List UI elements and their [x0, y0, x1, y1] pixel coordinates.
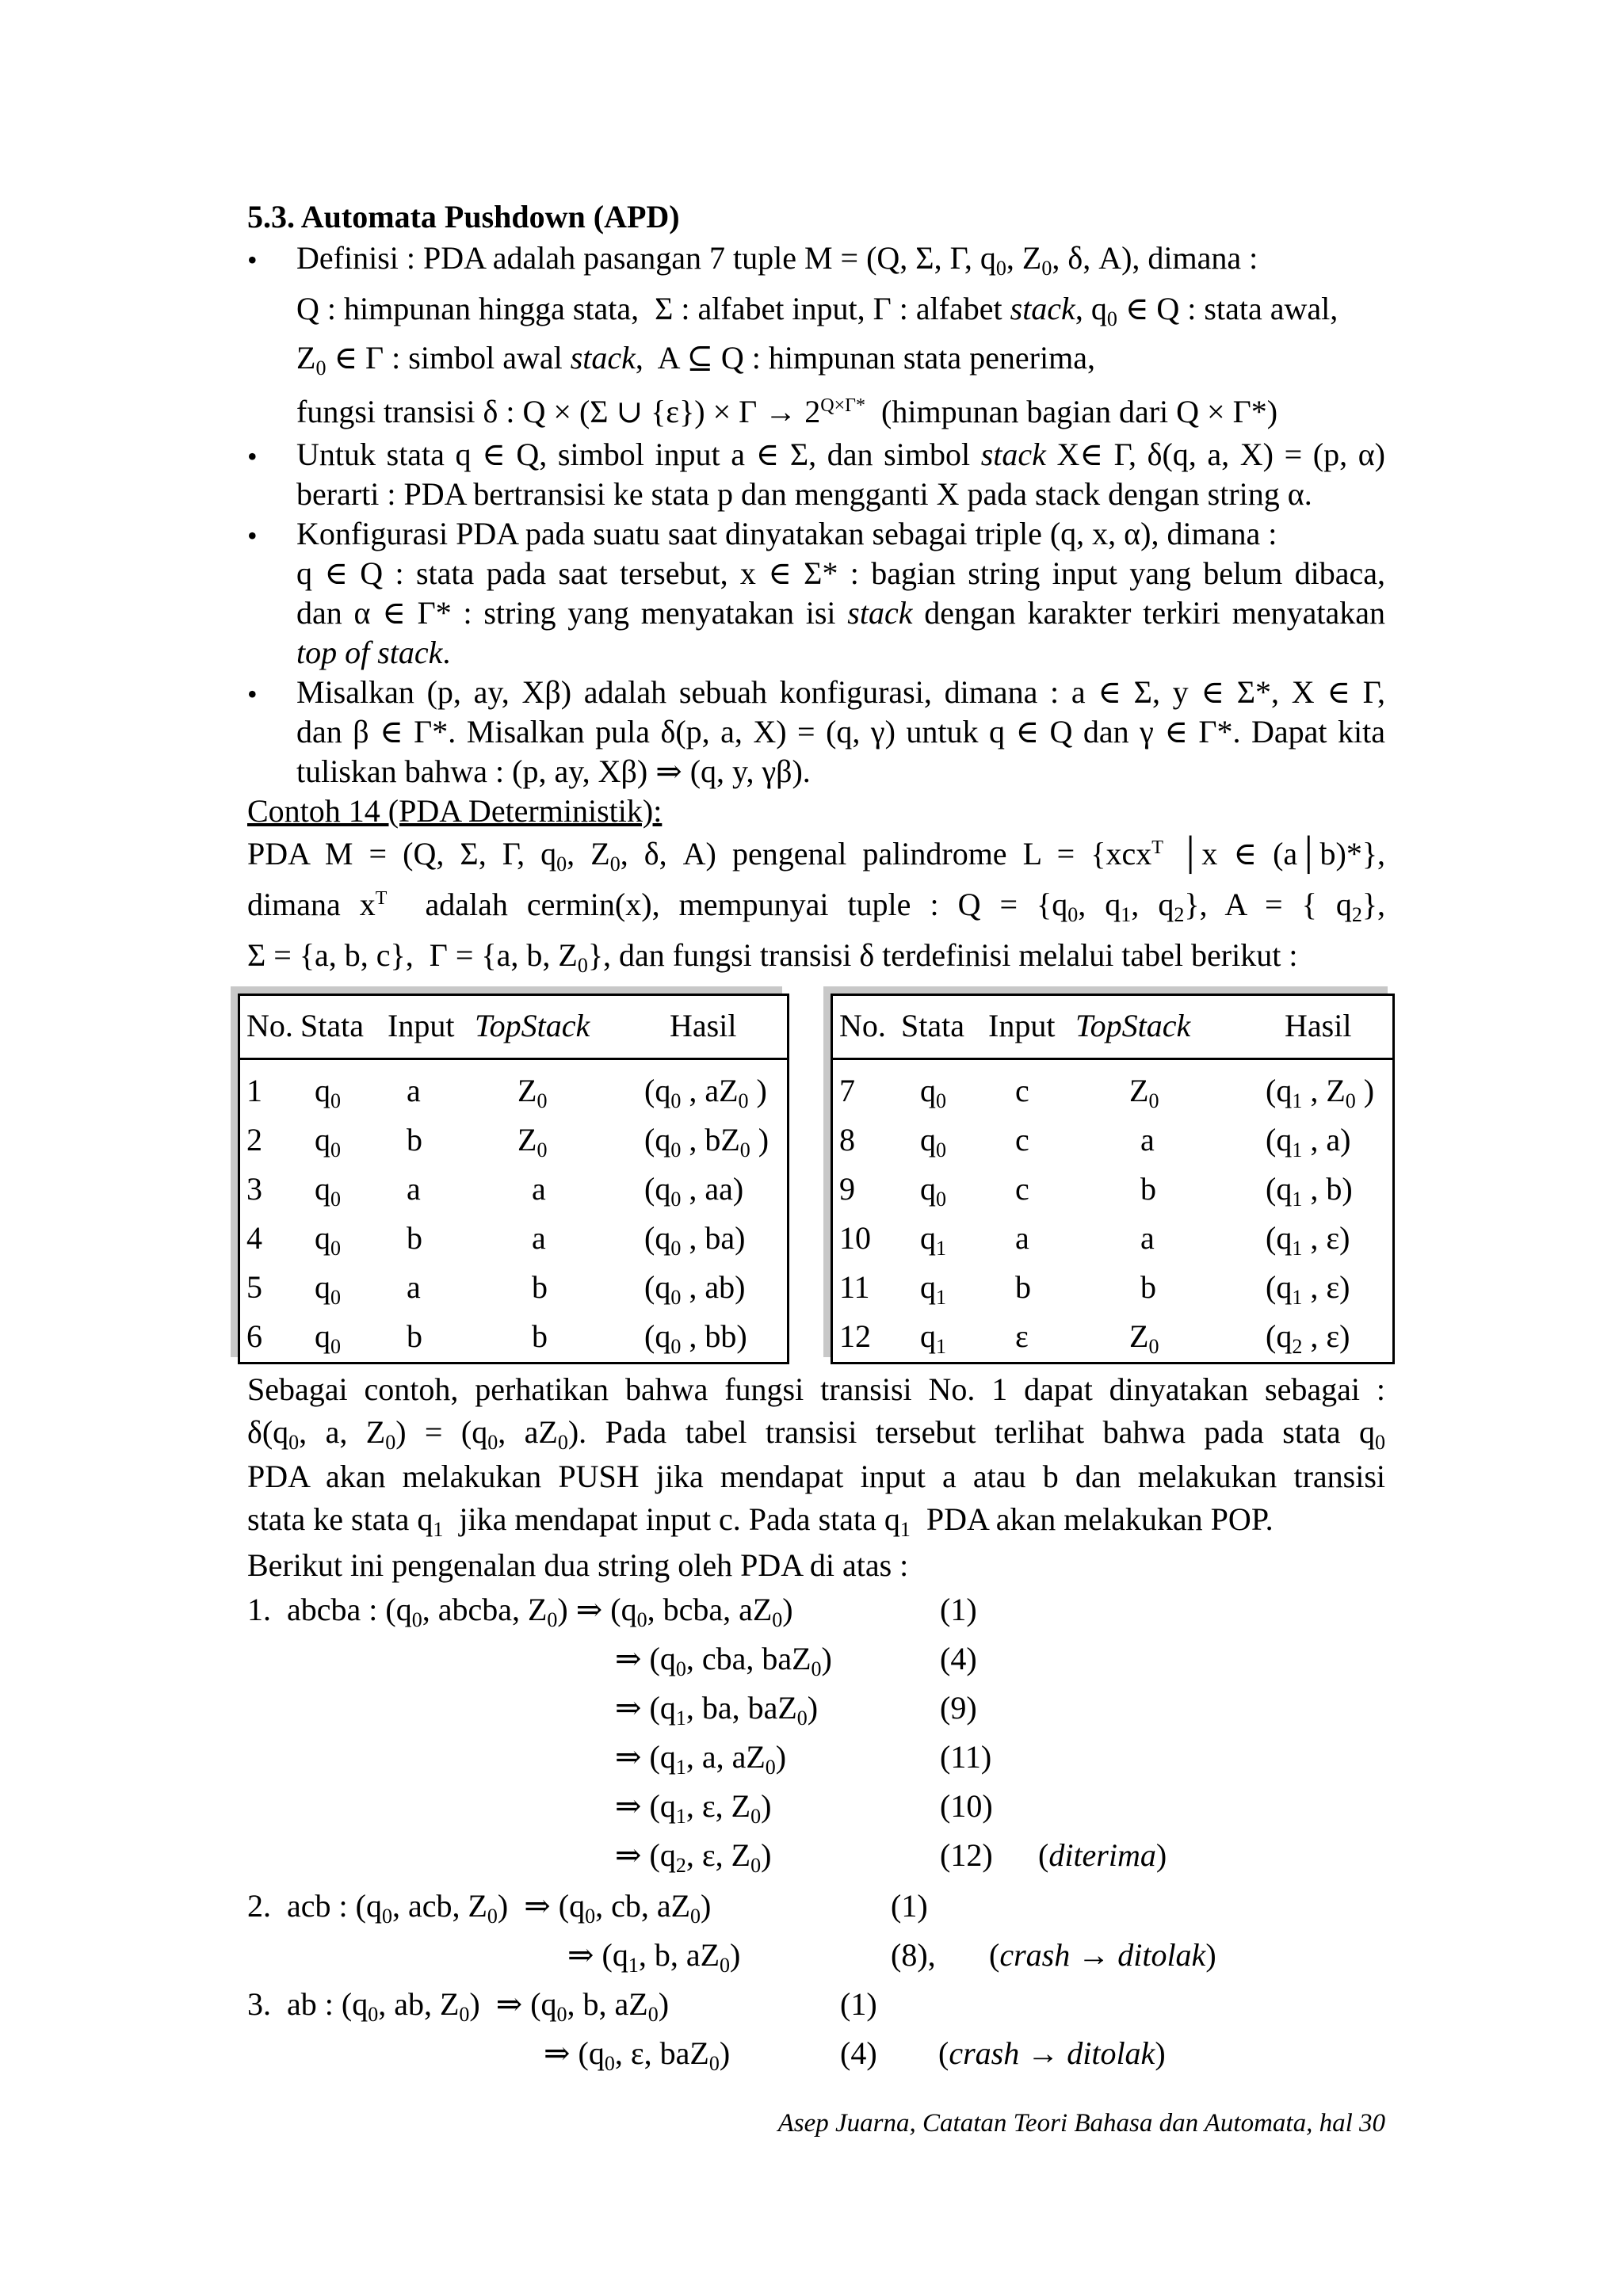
rule-label: (1) — [940, 1592, 977, 1627]
cell-result: ($q_0$ , $bZ_0$ ) — [644, 1122, 769, 1161]
cell-input: b — [407, 1122, 422, 1158]
table-row: 12 — [839, 1318, 871, 1354]
paragraph-line: Misalkan (p, ay, Xβ) adalah sebuah konfigurasi, dimana : a ∈ Σ, y ∈ Σ*, X ∈ Γ, — [296, 674, 1385, 710]
cell-stata: $q_0$ — [315, 1269, 341, 1309]
derivation-line: ⇒ ($q_0$, ε, baZ$_0$) — [544, 2035, 731, 2075]
intro-line: Berikut ini pengenalan dua string oleh PDA di atas : — [247, 1547, 909, 1583]
table-row: 8 — [839, 1122, 855, 1158]
cell-input: b — [407, 1220, 422, 1256]
paragraph-line: berarti : PDA bertransisi ke stata p dan mengganti X pada stack dengan string α. — [296, 476, 1312, 512]
cell-input: b — [407, 1318, 422, 1354]
rule-label: (1) — [840, 1986, 877, 2022]
cell-top: a — [532, 1220, 546, 1256]
cell-result: ($q_1$ , ε) — [1266, 1220, 1350, 1260]
cell-stata: $q_0$ — [315, 1073, 341, 1112]
col-header: No. — [246, 1008, 293, 1043]
cell-input: a — [407, 1171, 421, 1207]
rule-label: (12) — [940, 1837, 993, 1873]
cell-top: b — [1140, 1171, 1156, 1207]
paragraph-line: stata ke stata $q_1$ jika mendapat input c. Pada stata $q_1$ PDA akan melakukan POP. — [247, 1501, 1274, 1541]
col-header: No. — [839, 1008, 886, 1043]
table-row: 2 — [246, 1122, 262, 1158]
cell-top: $Z_0$ — [1129, 1318, 1159, 1358]
rule-label: (1) — [891, 1888, 928, 1924]
rule-label: (4) — [840, 2035, 877, 2071]
cell-result: ($q_1$ , ε) — [1266, 1269, 1350, 1309]
cell-result: ($q_0$ , $aZ_0$ ) — [644, 1073, 767, 1112]
transition-table-left — [238, 994, 789, 1364]
derivation-line: 2. acb : ($q_0$, acb, $Z_0$) ⇒ ($q_0$, cb, $aZ_0$) — [247, 1888, 712, 1928]
col-header: Input — [388, 1008, 455, 1043]
cell-stata: $q_0$ — [315, 1318, 341, 1358]
bullet-dot: • — [247, 441, 258, 472]
cell-input: c — [1015, 1073, 1029, 1108]
cell-stata: $q_0$ — [315, 1171, 341, 1211]
cell-input: b — [1015, 1269, 1031, 1305]
table-row: 10 — [839, 1220, 871, 1256]
example-title: Contoh 14 (PDA Deterministik): — [247, 793, 663, 829]
col-header: Stata — [300, 1008, 364, 1043]
cell-result: ($q_0$ , ba) — [644, 1220, 746, 1260]
derivation-line: ⇒ ($q_1$, b, $aZ_0$) — [567, 1937, 741, 1977]
cell-input: a — [407, 1269, 421, 1305]
cell-result: ($q_2$ , ε) — [1266, 1318, 1350, 1358]
col-header: Stata — [901, 1008, 964, 1043]
cell-result: ($q_1$ , b) — [1266, 1171, 1353, 1211]
bullet-dot: • — [247, 520, 258, 551]
paragraph-line: dan β ∈ Γ*. Misalkan pula δ(p, a, X) = (q, γ) untuk q ∈ Q dan γ ∈ Γ*. Dapat kita — [296, 714, 1385, 749]
cell-stata: $q_0$ — [920, 1122, 946, 1161]
cell-input: a — [407, 1073, 421, 1108]
example-line: dimana $x^T$ adalah cermin(x), mempunyai tuple : $Q = \{q_0$, $q_1$, $q_2$}, A = { $q_2$}, — [247, 887, 1386, 926]
table-row: 9 — [839, 1171, 855, 1207]
paragraph-line: dan α ∈ Γ* : string yang menyatakan isi stack dengan karakter terkiri menyatakan — [296, 595, 1385, 631]
table-row: 3 — [246, 1171, 262, 1207]
cell-input: ε — [1015, 1318, 1029, 1354]
col-header: Hasil — [670, 1008, 737, 1043]
table-row: 7 — [839, 1073, 855, 1108]
table-header — [240, 996, 787, 1060]
cell-stata: $q_1$ — [920, 1269, 946, 1309]
table-row: 6 — [246, 1318, 262, 1354]
page-footer: Asep Juarna, Catatan Teori Bahasa dan Automata, hal 30 — [777, 2109, 1385, 2138]
cell-stata: $q_0$ — [315, 1220, 341, 1260]
cell-stata: $q_0$ — [920, 1073, 946, 1112]
example-line: Σ = {a, b, c}, Γ = {a, b, $Z_0$}, dan fungsi transisi δ terdefinisi melalui tabel berikut : — [247, 937, 1298, 977]
cell-result: ($q_1$ , $Z_0$ ) — [1266, 1073, 1375, 1112]
cell-stata: $q_0$ — [920, 1171, 946, 1211]
cell-stata: $q_1$ — [920, 1318, 946, 1358]
transition-table-right — [831, 994, 1395, 1364]
table-row: 1 — [246, 1073, 262, 1108]
col-header: TopStack — [1075, 1008, 1191, 1043]
result-note: (diterima) — [1038, 1837, 1167, 1873]
cell-input: c — [1015, 1171, 1029, 1207]
derivation-line: ⇒ ($q_2$, ε, $Z_0$) — [615, 1837, 772, 1877]
definition-line: $Z_0$ ∈ Γ : simbol awal stack, A ⊆ Q : himpunan stata penerima, — [296, 340, 1095, 379]
cell-top: b — [532, 1318, 548, 1354]
rule-label: (9) — [940, 1690, 977, 1726]
definition-line: Q : himpunan hingga stata, Σ : alfabet input, Γ : alfabet stack, $q_0$ ∈ Q : stata awal, — [296, 291, 1338, 330]
cell-stata: $q_1$ — [920, 1220, 946, 1260]
bullet-dot: • — [247, 244, 258, 276]
table-row: 5 — [246, 1269, 262, 1305]
cell-result: ($q_1$ , a) — [1266, 1122, 1351, 1161]
derivation-line: 3. ab : ($q_0$, ab, $Z_0$) ⇒ ($q_0$, b, $aZ_0$) — [247, 1986, 670, 2026]
cell-top: $Z_0$ — [1129, 1073, 1159, 1112]
col-header: Hasil — [1285, 1008, 1352, 1043]
bullet-dot: • — [247, 678, 258, 710]
result-note: (crash → ditolak) — [938, 2035, 1166, 2071]
paragraph-line: $\delta(q_0$, a, $Z_0) = (q_0$, $aZ_0$). Pada tabel transisi tersebut terlihat bahwa pada stata $q_0$ — [247, 1414, 1386, 1454]
paragraph-line: tuliskan bahwa : (p, ay, Xβ) ⇒ (q, y, γβ). — [296, 753, 811, 789]
cell-top: $Z_0$ — [517, 1073, 548, 1112]
cell-top: b — [1140, 1269, 1156, 1305]
definition-line: Definisi : PDA adalah pasangan 7 tuple M = (Q, Σ, Γ, $q_0$, $Z_0$, δ, A), dimana : — [296, 240, 1258, 280]
cell-result: ($q_0$ , ab) — [644, 1269, 746, 1309]
cell-input: a — [1015, 1220, 1029, 1256]
cell-top: a — [1140, 1122, 1155, 1158]
table-row: 11 — [839, 1269, 870, 1305]
rule-label: (8), — [891, 1937, 936, 1973]
result-note: (crash → ditolak) — [989, 1937, 1216, 1973]
cell-stata: $q_0$ — [315, 1122, 341, 1161]
derivation-line: 1. abcba : ($q_0$, abcba, $Z_0$) ⇒ ($q_0$, bcba, $aZ_0$) — [247, 1592, 793, 1631]
rule-label: (11) — [940, 1739, 992, 1775]
section-heading: 5.3. Automata Pushdown (APD) — [247, 199, 680, 235]
col-header: Input — [988, 1008, 1056, 1043]
cell-result: ($q_0$ , aa) — [644, 1171, 744, 1211]
rule-label: (4) — [940, 1641, 977, 1676]
derivation-line: ⇒ ($q_1$, a, $aZ_0$) — [615, 1739, 787, 1779]
col-header: TopStack — [475, 1008, 590, 1043]
derivation-line: ⇒ ($q_1$, ε, $Z_0$) — [615, 1788, 772, 1828]
paragraph-line: PDA akan melakukan PUSH jika mendapat input a atau b dan melakukan transisi — [247, 1459, 1385, 1494]
example-line: PDA M = (Q, Σ, Γ, $q_0$, $Z_0$, δ, A) pengenal palindrome L = {xcx$^T$ │x ∈ (a│b)*}, — [247, 836, 1386, 875]
cell-result: ($q_0$ , bb) — [644, 1318, 747, 1358]
paragraph-line: Konfigurasi PDA pada suatu saat dinyatakan sebagai triple (q, x, α), dimana : — [296, 516, 1277, 551]
derivation-line: ⇒ ($q_1$, ba, baZ$_0$) — [615, 1690, 819, 1730]
rule-label: (10) — [940, 1788, 993, 1824]
paragraph-line: Sebagai contoh, perhatikan bahwa fungsi transisi No. 1 dapat dinyatakan sebagai : — [247, 1371, 1385, 1407]
derivation-line: ⇒ ($q_0$, cba, baZ$_0$) — [615, 1641, 832, 1680]
cell-top: a — [1140, 1220, 1155, 1256]
paragraph-line: q ∈ Q : stata pada saat tersebut, x ∈ Σ* : bagian string input yang belum dibaca, — [296, 555, 1385, 591]
cell-top: b — [532, 1269, 548, 1305]
definition-line: fungsi transisi δ : Q × (Σ ∪ $\{\varepsilon\}) \times \Gamma \to 2^{Q\times\Gamma*}$ (himpunan bagian dari Q × Γ*) — [296, 394, 1278, 429]
paragraph-line: top of stack. — [296, 635, 451, 670]
paragraph-line: Untuk stata q ∈ Q, simbol input a ∈ Σ, dan simbol stack X∈ Γ, δ(q, a, X) = (p, α) — [296, 437, 1385, 472]
cell-top: a — [532, 1171, 546, 1207]
cell-input: c — [1015, 1122, 1029, 1158]
cell-top: $Z_0$ — [517, 1122, 548, 1161]
table-header — [833, 996, 1392, 1060]
table-row: 4 — [246, 1220, 262, 1256]
